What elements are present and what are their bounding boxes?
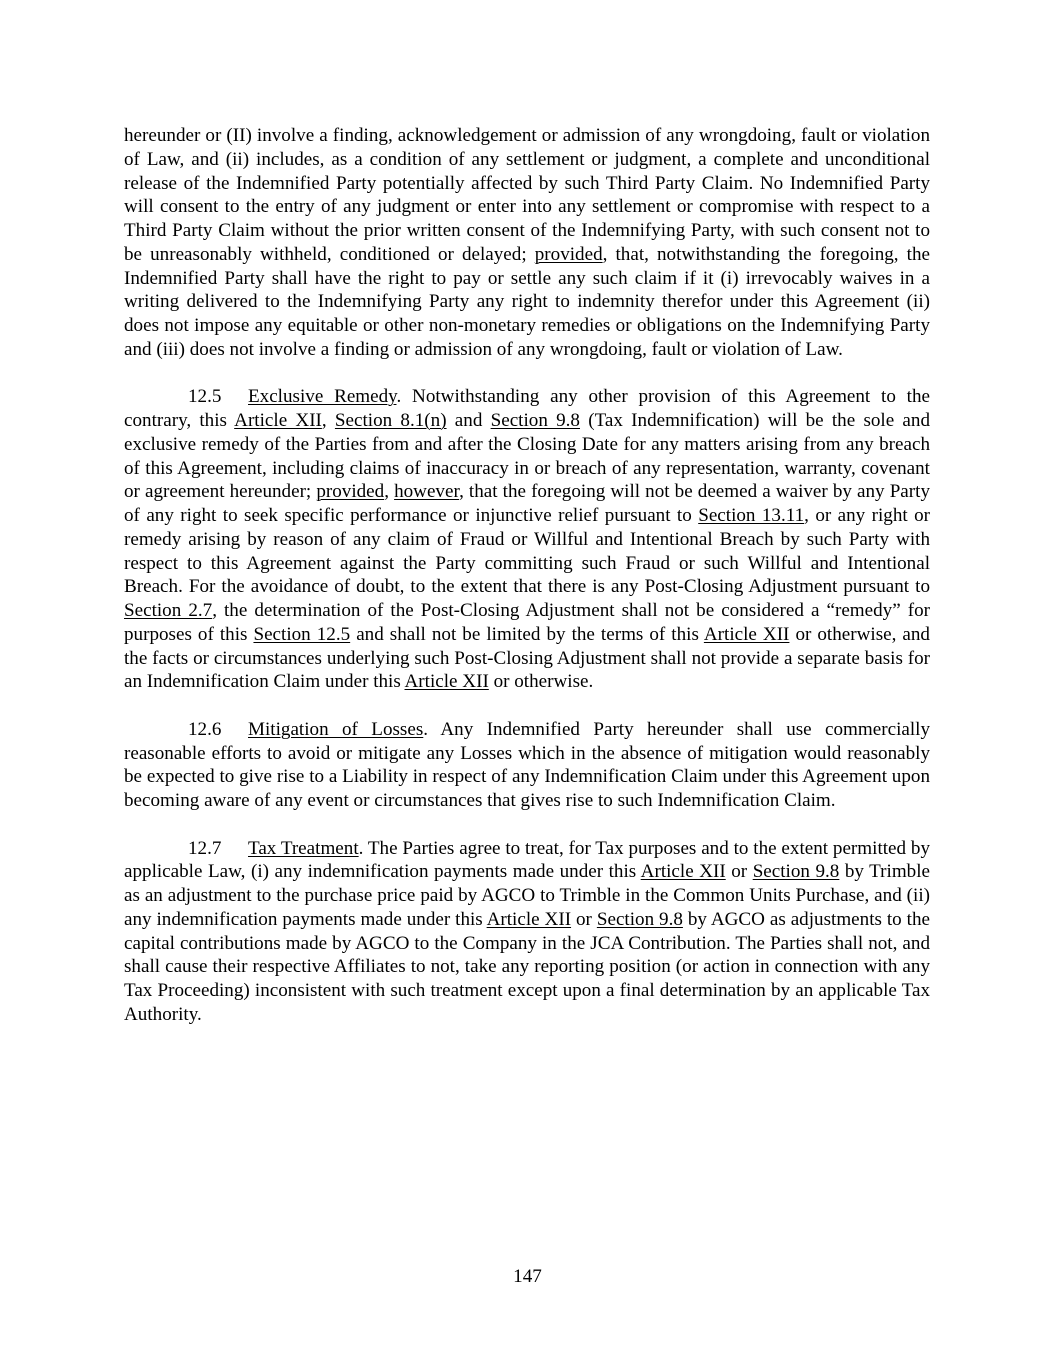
underlined-reference: Exclusive Remedy (248, 386, 397, 408)
underlined-reference: Section 13.11 (698, 505, 805, 526)
text-run: by AGCO as adjustments to the capital contributions made by AGCO to the Company in the JCA Contribution. The Parties shall not, and shall cause their respective Affiliates to not, take any reporting position (or action in connection with any Tax Proceeding) inconsistent with such treatment except upon a final determination by an applicable Tax Authority. (124, 908, 930, 1025)
underlined-reference: Section 2.7 (124, 600, 213, 621)
paragraph-section-12-6 (124, 718, 930, 813)
text-run: , (321, 410, 335, 431)
text-run: or (571, 908, 597, 930)
section-number: 12.6 (188, 718, 222, 740)
underlined-reference: Section 9.8 (596, 908, 683, 930)
text-run: and shall not be limited by the terms of this (350, 623, 704, 645)
text-run: by Trimble as an adjustment to the purchase price paid by AGCO to Trimble in the Common Units Purchase, and (ii) any indemnification payments made under this (124, 861, 930, 930)
page-number: 147 (513, 1266, 542, 1287)
text-run: or otherwise, and the facts or circumstances underlying such Post-Closing Adjustment shall not provide a separate basis for an Indemnification Claim under this (124, 623, 930, 693)
underlined-reference: Article XII (234, 410, 322, 431)
text-run: , the determination of the Post-Closing Adjustment shall not be considered a “remedy” for purposes of this (124, 600, 930, 645)
underlined-reference: Mitigation of Losses (248, 718, 424, 740)
text-run: . Notwithstanding any other provision of this Agreement to the contrary, this (124, 386, 930, 431)
underlined-reference: Section 12.5 (253, 623, 351, 645)
text-run: , or any right or remedy arising by reason of any claim of Fraud or Willful and Intentional Breach by such Party with respect to this Agreement against the Party committing such Fraud or such Willful and Intentional Breach. For the avoidance of doubt, to the extent that there is any Post-Closing Adjustment pursuant to (124, 505, 930, 598)
paragraph-section-12-5 (124, 385, 930, 694)
text-run: and (446, 410, 491, 431)
document-page (124, 124, 930, 1050)
underlined-reference: Section 9.8 (752, 861, 840, 883)
paragraph-section-12-7 (124, 837, 930, 1027)
underlined-reference: provided (316, 481, 385, 503)
paragraph-continuation (124, 124, 930, 362)
text-run: . Any Indemnified Party hereunder shall use commercially reasonable efforts to avoid or mitigate any Losses which in the absence of mitigation would reasonably be expected to give rise to a Liability in respect of any Indemnification Claim under this Agreement upon becoming aware of any event or circumstances that gives rise to such Indemnification Claim. (124, 718, 931, 811)
text-run: , (384, 481, 395, 503)
text-run: or otherwise. (488, 671, 594, 693)
underlined-reference: provided (534, 243, 603, 265)
text-run: , that, notwithstanding the foregoing, the Indemnified Party shall have the right to pay or settle any such claim if it (i) irrevocably waives in a writing delivered to the Indemnifying Party any right to indemnity therefor under this Agreement (ii) does not impose any equitable or other non-monetary remedies or obligations on the Indemnifying Party and (iii) does not involve a finding or admission of any wrongdoing, fault or violation of Law. (124, 243, 931, 360)
text-run: , that the foregoing will not be deemed a waiver by any Party of any right to seek specific performance or injunctive relief pursuant to (124, 481, 930, 526)
section-number: 12.5 (188, 386, 222, 408)
underlined-reference: Article XII (703, 623, 790, 645)
text-run: (Tax Indemnification) will be the sole and exclusive remedy of the Parties from and after the Closing Date for any matters arising from any breach of this Agreement, including claims of inaccuracy in or breach of any representation, warranty, covenant or agreement hereunder; (124, 410, 930, 503)
underlined-reference: Section 9.8 (490, 410, 580, 431)
underlined-reference: Article XII (404, 671, 489, 693)
text-run: hereunder or (II) involve a finding, acknowledgement or admission of any wrongdoing, fault or violation of Law, and (ii) includes, as a condition of any settlement or judgment, a complete and unconditional release of the Indemnified Party potentially affected by such Third Party Claim. No Indemnified Party will consent to the entry of any judgment or enter into any settlement or compromise with respect to a Third Party Claim without the prior written consent of the Indemnifying Party, with such consent not to be unreasonably withheld, conditioned or delayed; (124, 125, 930, 265)
underlined-reference: Section 8.1(n) (334, 410, 447, 431)
underlined-reference: Article XII (486, 908, 572, 930)
text-run: or (725, 861, 753, 883)
underlined-reference: Tax Treatment (248, 837, 359, 859)
section-number: 12.7 (188, 837, 222, 859)
text-run: . The Parties agree to treat, for Tax purposes and to the extent permitted by applicable Law, (i) any indemnification payments made under this (124, 837, 931, 883)
underlined-reference: however (394, 481, 460, 503)
underlined-reference: Article XII (640, 861, 726, 883)
